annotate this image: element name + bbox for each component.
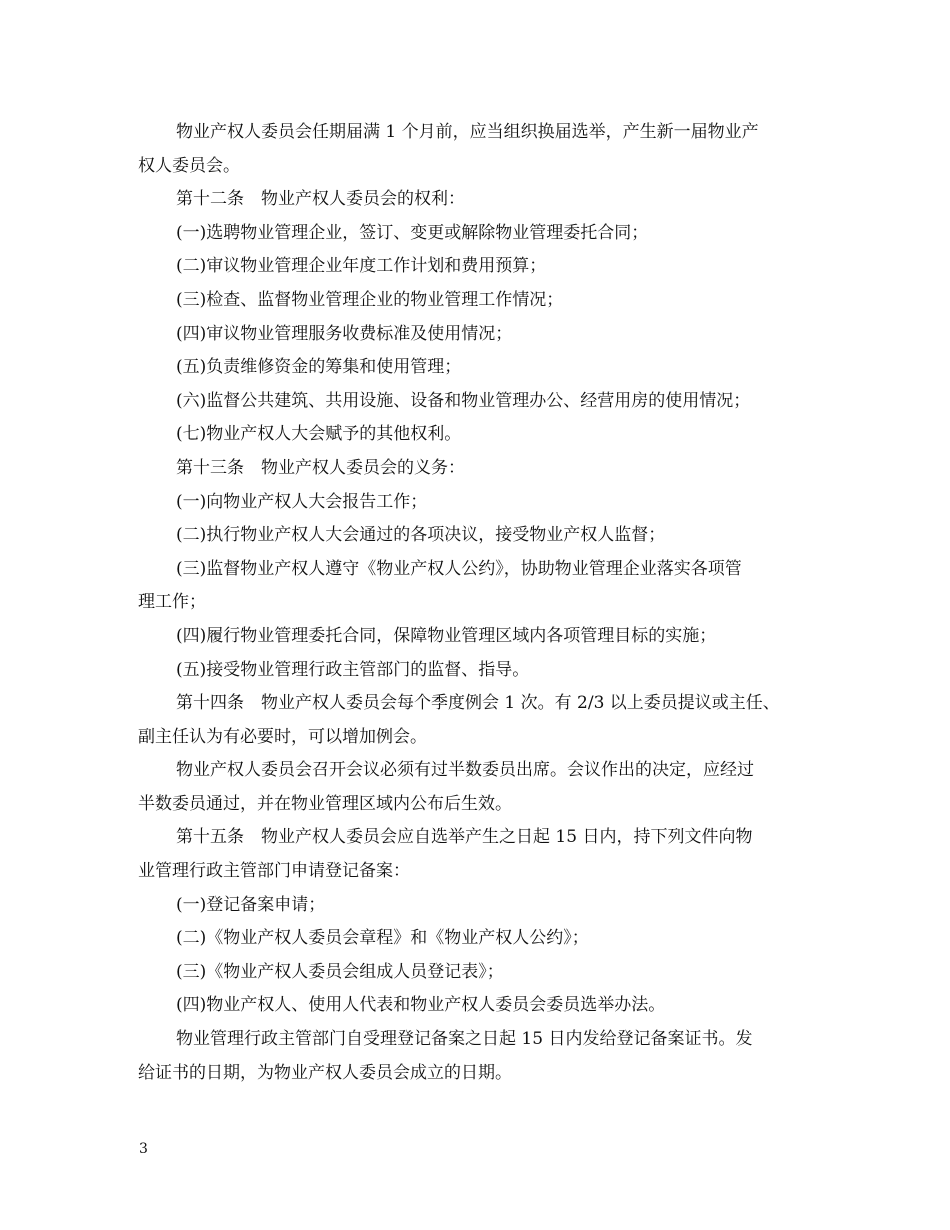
text-line: 物业产权人委员会召开会议必须有过半数委员出席。会议作出的决定，应经过: [176, 760, 754, 781]
text-line: (二)《物业产权人委员会章程》和《物业产权人公约》；: [176, 928, 589, 949]
text-line: 理工作；: [138, 592, 206, 613]
text-line: (七)物业产权人大会赋予的其他权利。: [176, 424, 462, 445]
text-line: 业管理行政主管部门申请登记备案：: [138, 861, 410, 882]
text-line: 给证书的日期，为物业产权人委员会成立的日期。: [138, 1062, 512, 1083]
text-line: (三)检查、监督物业管理企业的物业管理工作情况；: [176, 289, 564, 310]
text-line: 物业产权人委员会任期届满 1 个月前，应当组织换届选举，产生新一届物业产: [176, 122, 759, 142]
text-line: (四)履行物业管理委托合同，保障物业管理区域内各项管理目标的实施；: [176, 625, 717, 646]
text-line: (四)物业产权人、使用人代表和物业产权人委员会委员选举办法。: [176, 995, 666, 1016]
text-line: (六)监督公共建筑、共用设施、设备和物业管理办公、经营用房的使用情况；: [176, 390, 751, 411]
text-line: (三)监督物业产权人遵守《物业产权人公约》，协助物业管理企业落实各项管: [176, 558, 742, 579]
text-line: (二)执行物业产权人大会通过的各项决议，接受物业产权人监督；: [176, 525, 666, 546]
text-line: (四)审议物业管理服务收费标准及使用情况；: [176, 323, 513, 344]
text-line: (五)负责维修资金的筹集和使用管理；: [176, 357, 462, 378]
text-line: (一)选聘物业管理企业，签订、变更或解除物业管理委托合同；: [176, 222, 649, 243]
text-line: 第十五条 物业产权人委员会应自选举产生之日起 15 日内，持下列文件向物: [176, 827, 753, 848]
text-line: 权人委员会。: [138, 155, 240, 176]
text-line: (二)审议物业管理企业年度工作计划和费用预算；: [176, 256, 547, 277]
text-line: 半数委员通过，并在物业管理区域内公布后生效。: [138, 793, 512, 814]
text-line: 副主任认为有必要时，可以增加例会。: [138, 726, 427, 747]
text-line: 第十四条 物业产权人委员会每个季度例会 1 次。有 2/3 以上委员提议或主任、: [176, 693, 780, 714]
text-line: (一)向物业产权人大会报告工作；: [176, 491, 428, 512]
text-line: (五)接受物业管理行政主管部门的监督、指导。: [176, 659, 530, 680]
text-line: 第十三条 物业产权人委员会的义务：: [176, 457, 465, 478]
text-line: (一)登记备案申请；: [176, 894, 326, 915]
document-body: [138, 116, 818, 1090]
text-line: 第十二条 物业产权人委员会的权利：: [176, 189, 465, 210]
text-line: 物业管理行政主管部门自受理登记备案之日起 15 日内发给登记备案证书。发: [176, 1029, 753, 1050]
page-number: 3: [139, 1141, 148, 1157]
text-line: (三)《物业产权人委员会组成人员登记表》；: [176, 961, 504, 982]
